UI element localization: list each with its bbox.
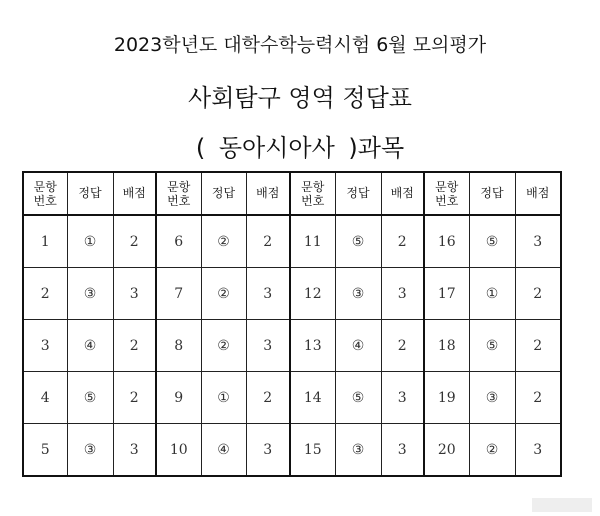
question-number-cell: 6 <box>156 215 201 268</box>
answer-sheet-title: 사회탐구 영역 정답표 <box>188 84 412 112</box>
points-cell: 2 <box>113 215 156 268</box>
points-cell: 3 <box>113 424 156 477</box>
question-number-cell: 13 <box>290 320 335 372</box>
question-number-cell: 16 <box>424 215 469 268</box>
answer-cell: ③ <box>469 372 515 424</box>
question-number-cell: 12 <box>290 268 335 320</box>
header-answer: 정답 <box>469 172 515 215</box>
header-points: 배점 <box>381 172 424 215</box>
header-question-number-line2: 번호 <box>167 193 191 208</box>
header-question-number-line2: 번호 <box>435 193 459 208</box>
table-row <box>23 372 561 424</box>
points-cell: 3 <box>246 320 290 372</box>
header-question-number <box>156 172 201 215</box>
header-question-number <box>23 172 67 215</box>
header-points: 배점 <box>113 172 156 215</box>
question-number-cell: 20 <box>424 424 469 477</box>
points-cell: 2 <box>246 215 290 268</box>
question-number-cell: 19 <box>424 372 469 424</box>
table-row <box>23 320 561 372</box>
answer-cell: ③ <box>335 424 381 477</box>
question-number-cell: 18 <box>424 320 469 372</box>
answer-cell: ⑤ <box>469 320 515 372</box>
header-question-number <box>290 172 335 215</box>
answer-cell: ③ <box>67 268 113 320</box>
points-cell: 3 <box>113 268 156 320</box>
answer-cell: ③ <box>335 268 381 320</box>
header-answer: 정답 <box>335 172 381 215</box>
question-number-cell: 2 <box>23 268 67 320</box>
answer-table <box>22 171 562 477</box>
question-number-cell: 3 <box>23 320 67 372</box>
header-answer: 정답 <box>67 172 113 215</box>
question-number-cell: 14 <box>290 372 335 424</box>
header-question-number-line1: 문항 <box>435 179 459 194</box>
exam-title: 2023학년도 대학수학능력시험 6월 모의평가 <box>113 34 487 56</box>
header-answer: 정답 <box>201 172 246 215</box>
question-number-cell: 8 <box>156 320 201 372</box>
table-row <box>23 424 561 477</box>
watermark <box>532 498 592 512</box>
points-cell: 2 <box>381 215 424 268</box>
answer-cell: ⑤ <box>469 215 515 268</box>
answer-cell: ② <box>201 215 246 268</box>
answer-cell: ② <box>469 424 515 477</box>
subject-name: 동아시아사 <box>218 134 335 162</box>
answer-cell: ④ <box>201 424 246 477</box>
header-question-number-line1: 문항 <box>33 179 57 194</box>
points-cell: 3 <box>246 268 290 320</box>
header-question-number-line1: 문항 <box>167 179 191 194</box>
table-row <box>23 215 561 268</box>
question-number-cell: 11 <box>290 215 335 268</box>
points-cell: 2 <box>113 320 156 372</box>
subject-open-paren: ( <box>195 134 206 162</box>
answer-cell: ① <box>469 268 515 320</box>
answer-cell: ④ <box>67 320 113 372</box>
answer-cell: ① <box>67 215 113 268</box>
subject-suffix: 과목 <box>357 134 405 162</box>
points-cell: 3 <box>246 424 290 477</box>
subject-title <box>0 128 600 163</box>
header-points: 배점 <box>246 172 290 215</box>
question-number-cell: 15 <box>290 424 335 477</box>
points-cell: 2 <box>515 372 561 424</box>
header-points: 배점 <box>515 172 561 215</box>
points-cell: 2 <box>381 320 424 372</box>
header-question-number-line2: 번호 <box>301 193 325 208</box>
answer-cell: ④ <box>335 320 381 372</box>
points-cell: 3 <box>381 268 424 320</box>
points-cell: 3 <box>381 372 424 424</box>
answer-cell: ③ <box>67 424 113 477</box>
points-cell: 2 <box>246 372 290 424</box>
points-cell: 2 <box>515 268 561 320</box>
points-cell: 3 <box>381 424 424 477</box>
points-cell: 3 <box>515 215 561 268</box>
question-number-cell: 4 <box>23 372 67 424</box>
table-row <box>23 268 561 320</box>
header-question-number <box>424 172 469 215</box>
points-cell: 3 <box>515 424 561 477</box>
header-question-number-line2: 번호 <box>33 193 57 208</box>
points-cell: 2 <box>113 372 156 424</box>
question-number-cell: 10 <box>156 424 201 477</box>
answer-cell: ② <box>201 320 246 372</box>
points-cell: 2 <box>515 320 561 372</box>
answer-cell: ② <box>201 268 246 320</box>
answer-cell: ① <box>201 372 246 424</box>
table-body <box>23 215 561 476</box>
question-number-cell: 5 <box>23 424 67 477</box>
answer-cell: ⑤ <box>67 372 113 424</box>
question-number-cell: 7 <box>156 268 201 320</box>
subject-close-paren: ) <box>348 134 358 162</box>
question-number-cell: 17 <box>424 268 469 320</box>
header-question-number-line1: 문항 <box>301 179 325 194</box>
answer-cell: ⑤ <box>335 215 381 268</box>
table-header-row <box>23 172 561 215</box>
question-number-cell: 9 <box>156 372 201 424</box>
question-number-cell: 1 <box>23 215 67 268</box>
answer-cell: ⑤ <box>335 372 381 424</box>
